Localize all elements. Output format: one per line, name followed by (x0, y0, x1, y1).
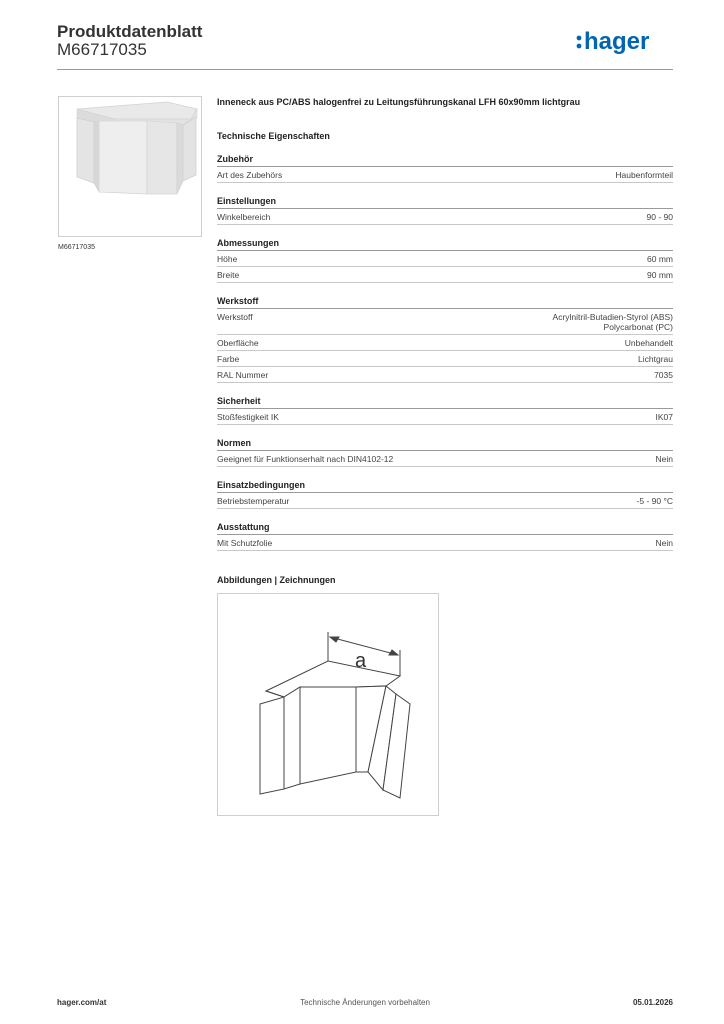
spec-group-title: Werkstoff (217, 296, 673, 309)
spec-group (217, 522, 673, 551)
spec-value (615, 170, 673, 180)
page-footer (57, 998, 673, 1010)
doc-title: Produktdatenblatt (57, 22, 203, 41)
spec-value (656, 412, 674, 422)
spec-value (638, 354, 673, 364)
spec-value-line: 90 - 90 (646, 212, 673, 222)
spec-value-line: Acrylnitril-Butadien-Styrol (ABS) (552, 312, 673, 322)
spec-value-line: Nein (655, 538, 673, 548)
spec-group-title: Einsatzbedingungen (217, 480, 673, 493)
page-header (57, 18, 673, 70)
spec-value-line: Polycarbonat (PC) (603, 322, 673, 332)
spec-value-line: 60 mm (647, 254, 673, 264)
spec-value (647, 212, 673, 222)
spec-row (217, 367, 673, 383)
spec-label: Oberfläche (217, 338, 259, 348)
spec-group (217, 238, 673, 283)
spec-label: RAL Nummer (217, 370, 269, 380)
spec-label: Mit Schutzfolie (217, 538, 273, 548)
spec-value (647, 270, 673, 280)
product-specs (217, 96, 673, 816)
logo-text: hager (584, 28, 650, 55)
dimension-label: a (355, 650, 367, 672)
spec-value (637, 496, 673, 506)
technical-properties-heading: Technische Eigenschaften (217, 131, 330, 141)
spec-value-line: Nein (655, 454, 673, 464)
spec-value-line: 90 mm (647, 270, 673, 280)
spec-label: Winkelbereich (217, 212, 271, 222)
spec-value (553, 312, 673, 332)
spec-row (217, 167, 673, 183)
spec-group (217, 438, 673, 467)
product-description: Inneneck aus PC/ABS halogenfrei zu Leitungsführungskanal LFH 60x90mm lichtgrau (217, 97, 581, 107)
spec-label: Betriebstemperatur (217, 496, 290, 506)
spec-group-title: Zubehör (217, 154, 673, 167)
spec-group (217, 296, 673, 383)
spec-value-line: 7035 (654, 370, 673, 380)
footer-date: 05.01.2026 (632, 998, 673, 1007)
spec-row (217, 335, 673, 351)
spec-value-line: Lichtgrau (638, 354, 673, 364)
spec-label: Art des Zubehörs (217, 170, 283, 180)
spec-value (647, 254, 673, 264)
spec-label: Höhe (217, 254, 238, 264)
header-divider (57, 69, 673, 70)
spec-group-title: Abmessungen (217, 238, 673, 251)
spec-groups (217, 154, 673, 551)
spec-row (217, 209, 673, 225)
figures-heading: Abbildungen | Zeichnungen (217, 575, 336, 585)
article-number: M66717035 (57, 40, 147, 59)
inner-corner-photo (59, 97, 201, 236)
spec-group (217, 196, 673, 225)
spec-value-line: Unbehandelt (624, 338, 673, 348)
spec-row (217, 409, 673, 425)
spec-group-title: Normen (217, 438, 673, 451)
technical-drawing (217, 593, 439, 816)
spec-group-title: Ausstattung (217, 522, 673, 535)
spec-label: Geeignet für Funktionserhalt nach DIN4102-12 (217, 454, 394, 464)
spec-row (217, 267, 673, 283)
spec-row (217, 535, 673, 551)
hager-logo (573, 26, 673, 56)
spec-label: Breite (217, 270, 240, 280)
spec-row (217, 251, 673, 267)
spec-group-title: Sicherheit (217, 396, 673, 409)
spec-label: Stoßfestigkeit IK (217, 412, 279, 422)
spec-value (656, 538, 673, 548)
spec-row (217, 309, 673, 335)
spec-group (217, 154, 673, 183)
spec-group-title: Einstellungen (217, 196, 673, 209)
footer-notice: Technische Änderungen vorbehalten (300, 998, 430, 1007)
spec-group (217, 480, 673, 509)
spec-group (217, 396, 673, 425)
spec-value-line: -5 - 90 °C (636, 496, 673, 506)
spec-label: Werkstoff (217, 312, 253, 322)
spec-row (217, 451, 673, 467)
spec-value-line: Haubenformteil (615, 170, 673, 180)
inner-corner-drawing (218, 594, 438, 815)
spec-row (217, 493, 673, 509)
spec-label: Farbe (217, 354, 240, 364)
spec-value-line: IK07 (655, 412, 673, 422)
spec-value (656, 454, 673, 464)
product-photo (58, 96, 202, 237)
spec-value (625, 338, 673, 348)
spec-value (654, 370, 673, 380)
spec-row (217, 351, 673, 367)
photo-caption: M66717035 (58, 244, 95, 251)
footer-website[interactable]: hager.com/at (57, 998, 107, 1007)
